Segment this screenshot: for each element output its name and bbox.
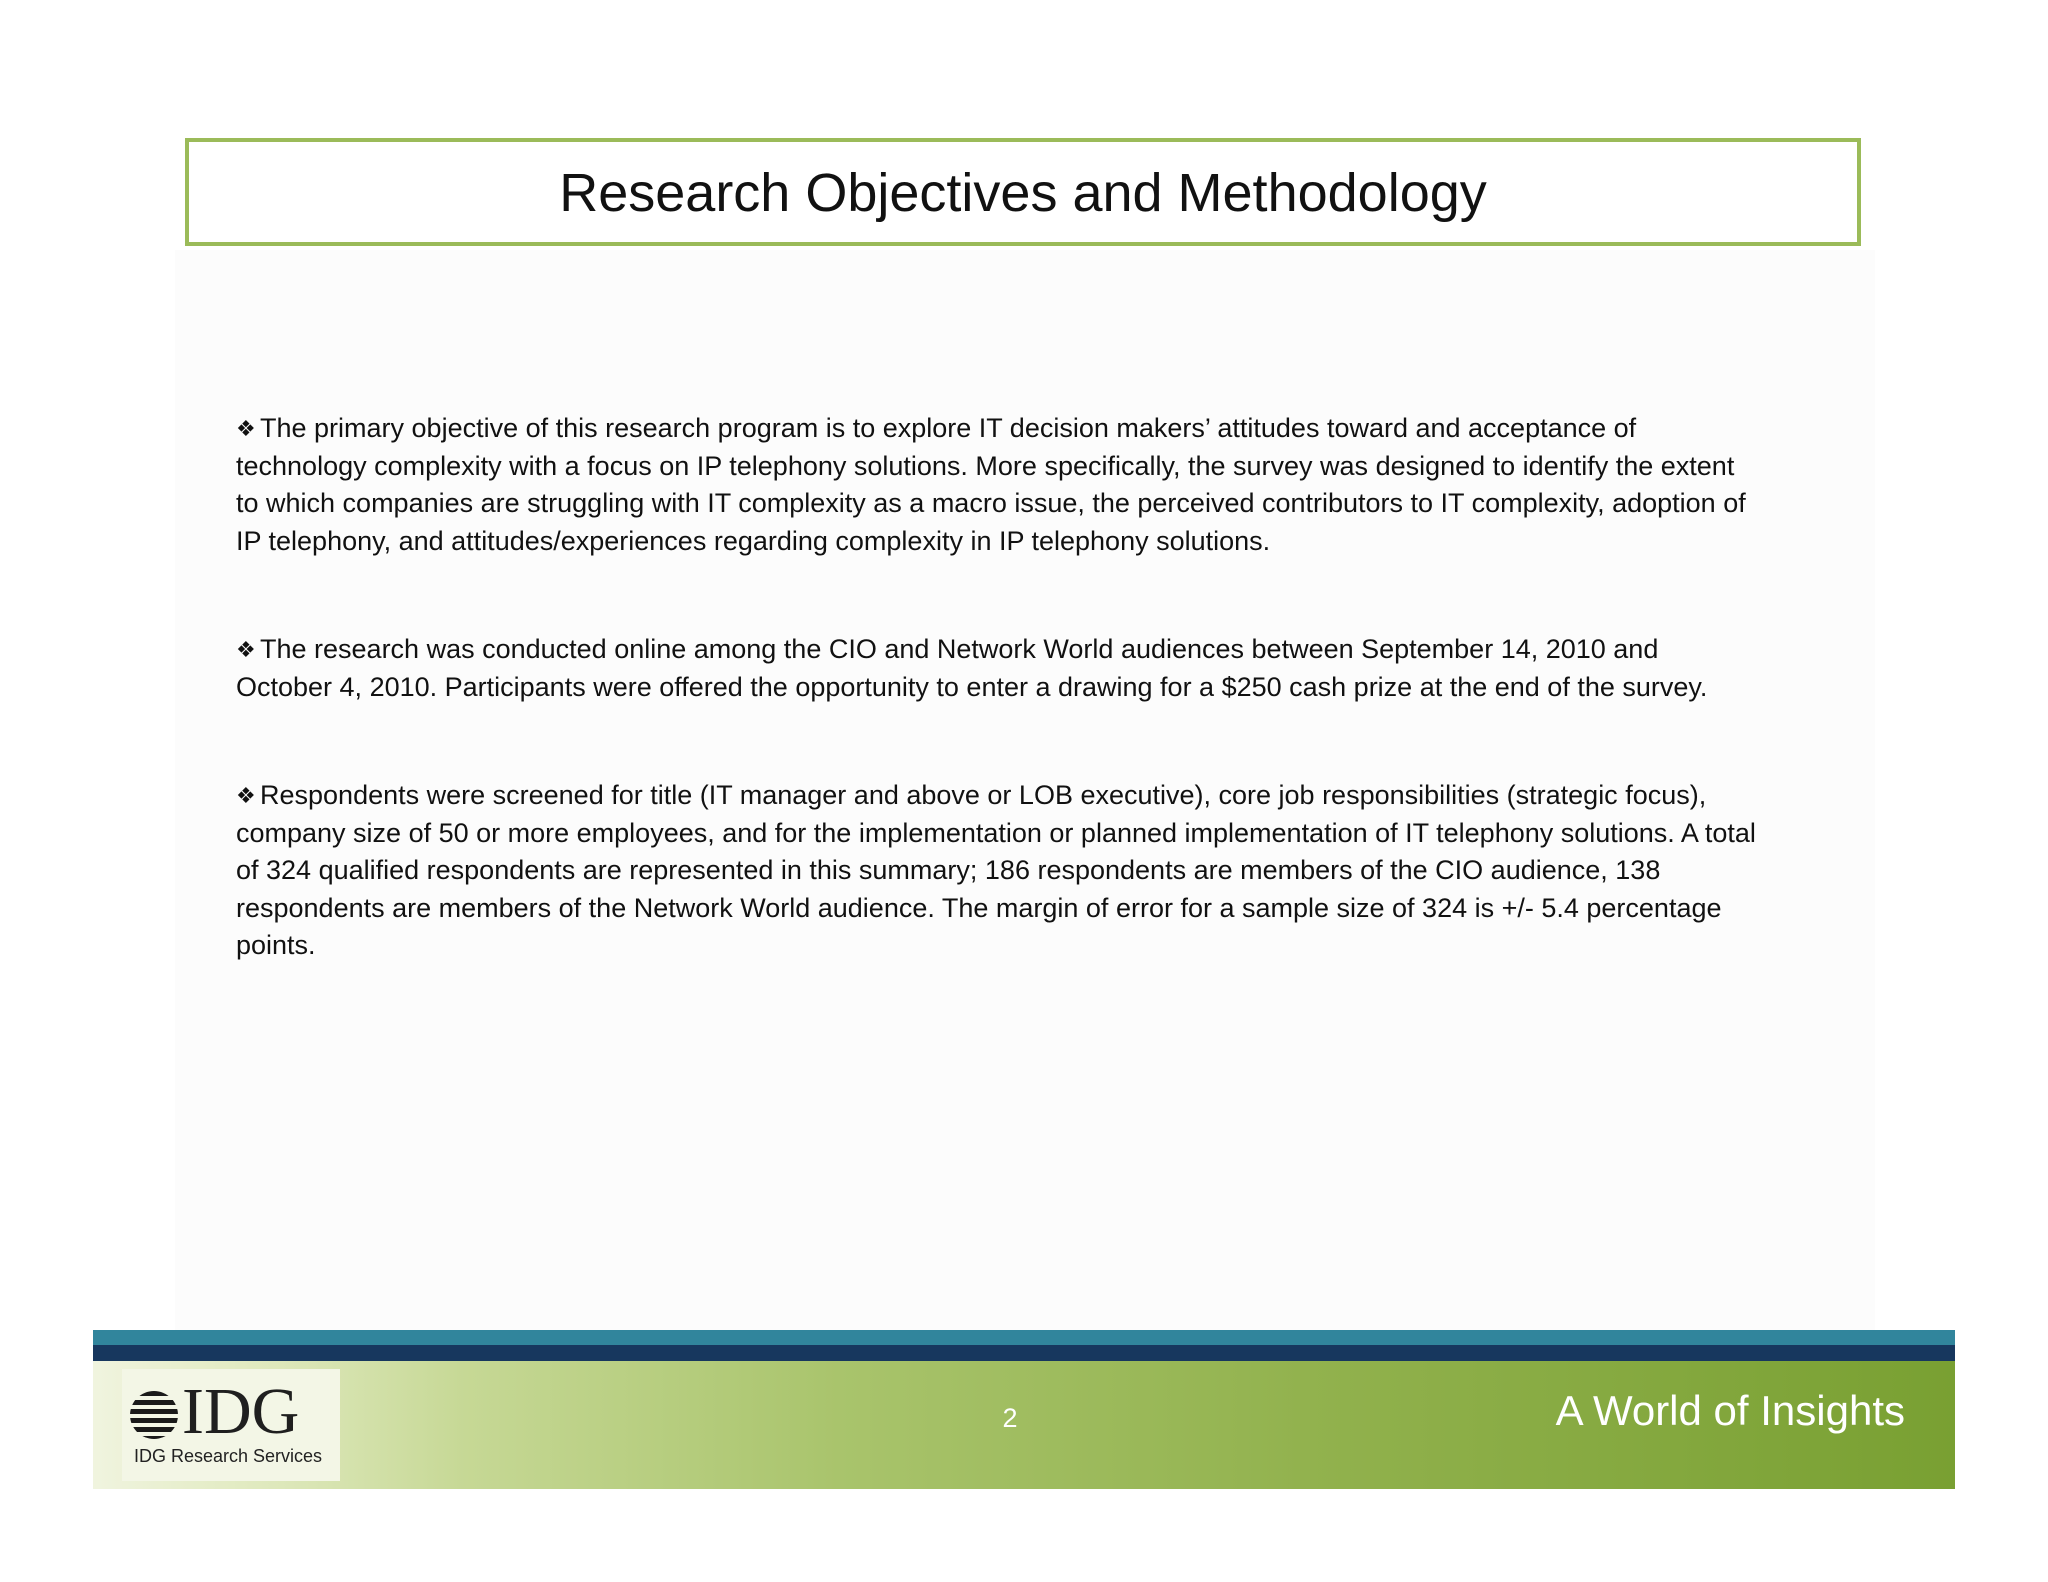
slide-content [236,410,1756,965]
footer-tagline: A World of Insights [1555,1387,1905,1434]
title-box [185,138,1861,246]
page-number: 2 [1002,1403,1018,1433]
paragraph-objective [236,410,1756,560]
footer-divider-navy [93,1345,1955,1361]
logo-subtitle: IDG Research Services [134,1446,323,1466]
paragraph-text: The research was conducted online among the CIO and Network World audiences between September 14, 2010 and October 4, 2010. Participants were offered the opportunity to enter a drawing for a $250 cash prize at the end of the survey. [236,634,1708,702]
diamond-bullet-icon: ❖ [236,783,256,808]
page-title: Research Objectives and Methodology [559,163,1487,223]
paragraph-text: The primary objective of this research program is to explore IT decision makers’ attitudes toward and acceptance of technology complexity with a focus on IP telephony solutions. More specifically, the survey was designed to identify the extent to which companies are struggling with IT complexity as a macro issue, the perceived contributors to IT complexity, adoption of IP telephony, and attitudes/experiences regarding complexity in IP telephony solutions. [236,413,1746,556]
footer-divider-teal [93,1330,1955,1345]
paragraph-respondents [236,777,1756,965]
idg-logo [122,1369,340,1481]
diamond-bullet-icon: ❖ [236,416,256,441]
paragraph-text: Respondents were screened for title (IT manager and above or LOB executive), core job responsibilities (strategic focus), company size of 50 or more employees, and for the implementation or planned implementation of IT telephony solutions. A total of 324 qualified respondents are represented in this summary; 186 respondents are members of the CIO audience, 138 respondents are members of the Network World audience. The margin of error for a sample size of 324 is +/- 5.4 percentage points. [236,780,1756,960]
globe-icon [130,1391,178,1439]
paragraph-method [236,631,1756,706]
logo-wordmark: IDG [182,1375,300,1448]
diamond-bullet-icon: ❖ [236,637,256,662]
